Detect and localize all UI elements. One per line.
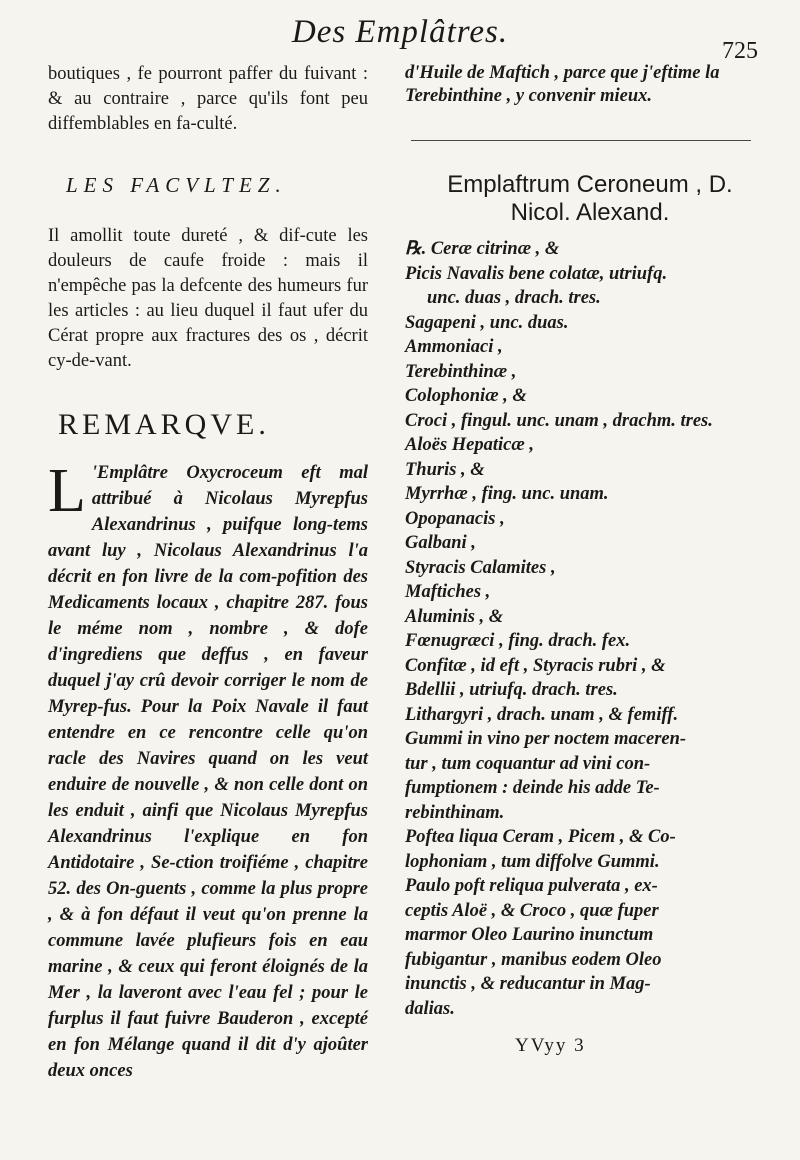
ingredient-line: fumptionem : deinde his adde Te- bbox=[405, 778, 660, 798]
remarque-text: 'Emplâtre Oxycroceum eft mal attribué à Nicolaus Myrepfus Alexandrinus , puifque long-tems avant luy , Nicolaus Alexandrinus l'a décrit en fon livre de la com-pofition des Medicaments locaux , chapitre 287. fous le méme nom , nombre , & dofe d'ingrediens que deffus , en faveur duquel j'ay crû devoir corriger le nom de Myrep-fus. Pour la Poix Navale il faut entendre en ce rencontre celle qu'on racle des Navires quand on les veut enduire de nouvelle , & non celle dont on les enduit , ainfi que Nicolaus Myrepfus Alexandrinus l'explique en fon Antidotaire , Se-ction troifiéme , chapitre 52. des On-guents , comme la plus propre , & à fon défaut il veut qu'on prenne la commune lavée plufieurs fois en eau marine , & ceux qui feront éloignés de la Mer , la laveront avec l'eau fel ; pour le furplus il faut fuivre Bauderon , excepté en fon Mélange quand il dit d'y ajoûter deux onces bbox=[48, 463, 368, 1081]
ingredient-line: fubigantur , manibus eodem Oleo bbox=[405, 949, 662, 970]
remarque-paragraph bbox=[48, 457, 368, 1084]
drop-cap: L bbox=[48, 457, 86, 525]
ingredient-line: ceptis Aloë , & Croco , quæ fuper bbox=[405, 900, 659, 921]
ingredient-line: Terebinthinæ , bbox=[405, 361, 517, 382]
ingredient-line: Croci , fingul. unc. unam , drachm. tres. bbox=[405, 410, 713, 431]
ingredient-line: Styracis Calamites , bbox=[405, 557, 556, 578]
signature-mark: YVyy 3 bbox=[515, 1035, 586, 1056]
ingredient-line: Galbani , bbox=[405, 533, 476, 553]
ingredient-line: marmor Oleo Laurino inunctum bbox=[405, 925, 654, 945]
ingredient-line: tur , tum coquantur ad vini con- bbox=[405, 753, 651, 774]
ingredient-line: unc. duas , drach. tres. bbox=[427, 288, 601, 308]
ingredient-line: Opopanacis , bbox=[405, 508, 505, 529]
ingredient-line: Paulo poft reliqua pulverata , ex- bbox=[405, 876, 658, 896]
ingredient-line: Poftea liqua Ceram , Picem , & Co- bbox=[405, 827, 676, 847]
left-column bbox=[48, 62, 368, 1084]
ingredient-line: Thuris , & bbox=[405, 459, 485, 480]
ingredient-line: Aluminis , & bbox=[405, 606, 504, 627]
recipe-title bbox=[405, 171, 775, 227]
recipe-title-line-2: Nicol. Alexand. bbox=[510, 199, 670, 226]
ingredient-line: Maftiches , bbox=[405, 582, 491, 602]
ingredient-line: Gummi in vino per noctem maceren- bbox=[405, 729, 687, 749]
ingredient-line: Myrrhæ , fing. unc. unam. bbox=[405, 484, 609, 504]
ingredient-line: ℞. Ceræ citrinæ , & bbox=[405, 239, 560, 259]
intro-paragraph: boutiques , fe pourront paffer du fuivant : & au contraire , parce qu'ils font peu diffemblables en fa-culté. bbox=[48, 64, 368, 134]
page-number: 725 bbox=[722, 38, 758, 64]
running-header: Des Emplâtres. bbox=[291, 14, 509, 50]
ingredient-line: Sagapeni , unc. duas. bbox=[405, 312, 569, 333]
ingredient-line: Lithargyri , drach. unam , & femiff. bbox=[405, 704, 679, 725]
ingredient-line: lophoniam , tum diffolve Gummi. bbox=[405, 851, 660, 872]
ingredient-line: Picis Navalis bene colatæ, utriufq. bbox=[405, 263, 668, 284]
ingredient-line: dalias. bbox=[405, 998, 455, 1019]
ingredient-line: Confitæ , id eft , Styracis rubri , & bbox=[405, 655, 666, 676]
ingredient-line: rebinthinam. bbox=[405, 802, 505, 823]
facultez-paragraph: Il amollit toute dureté , & dif-cute les douleurs de caufe froide : mais il n'empêche pas la defcente des humeurs fur les articles : au lieu duquel il faut ufer du Cérat propre aux fractures des os , décrit cy-de-vant. bbox=[48, 226, 368, 371]
ingredient-line: Bdellii , utriufq. drach. tres. bbox=[405, 680, 618, 700]
right-column bbox=[405, 62, 775, 1057]
ingredient-line: Ammoniaci , bbox=[405, 337, 503, 357]
section-divider bbox=[411, 140, 751, 141]
continuation-paragraph: d'Huile de Maftich , parce que j'eftime la Terebinthine , y convenir mieux. bbox=[405, 63, 720, 106]
remarque-heading: REMARQVE. bbox=[58, 408, 270, 441]
ingredient-list bbox=[405, 237, 775, 1021]
ingredient-line: inunctis , & reducantur in Mag- bbox=[405, 974, 651, 994]
ingredient-line: Fœnugræci , fing. drach. fex. bbox=[405, 631, 631, 651]
facultez-heading: LES FACVLTEZ. bbox=[66, 173, 287, 197]
recipe-title-line-1: Emplaftrum Ceroneum , D. bbox=[447, 171, 733, 198]
ingredient-line: Colophoniæ , & bbox=[405, 386, 527, 406]
ingredient-line: Aloës Hepaticæ , bbox=[405, 435, 534, 455]
